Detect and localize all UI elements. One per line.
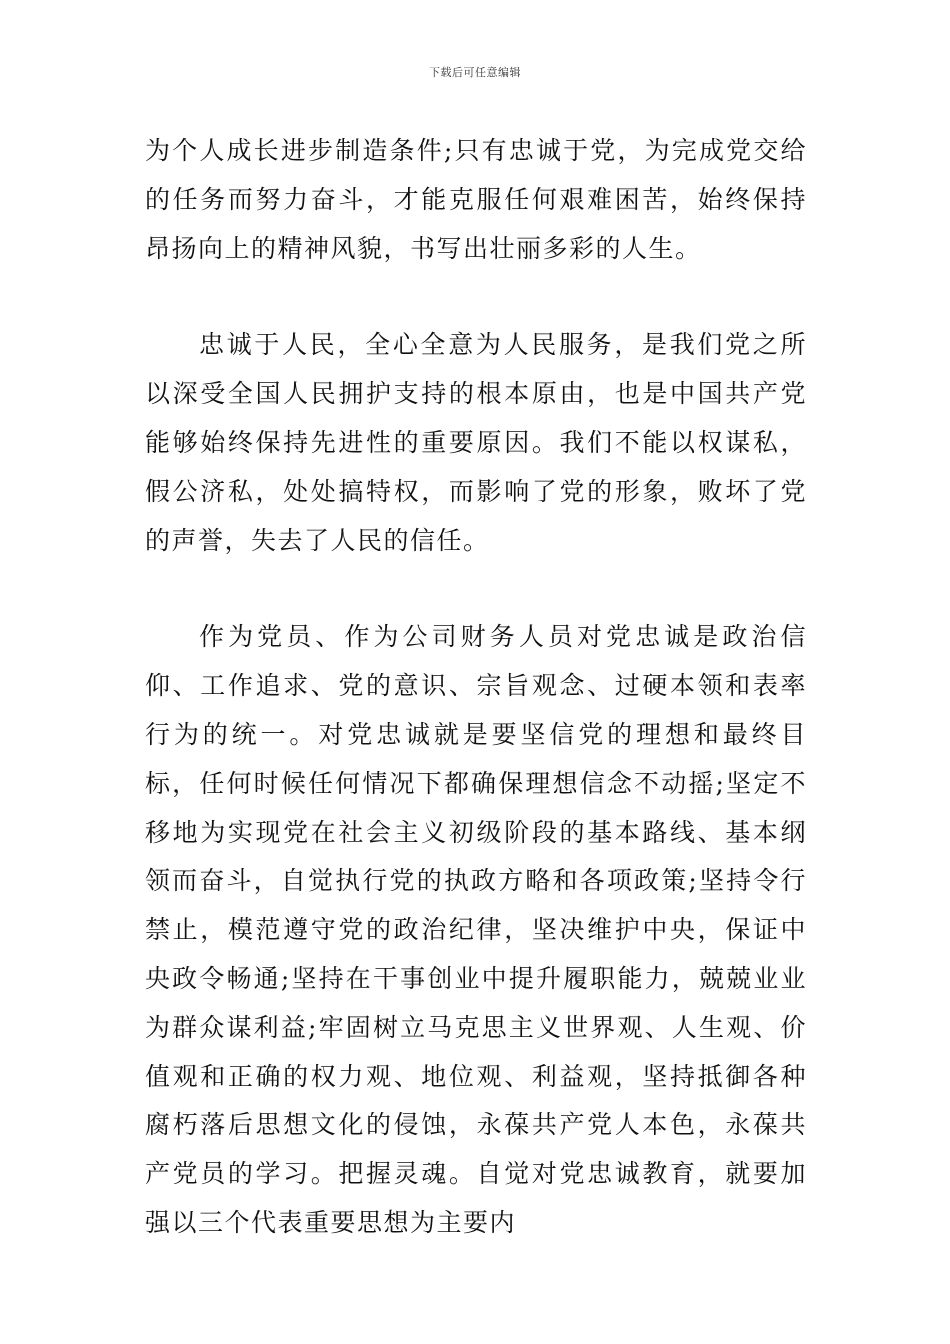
document-body — [145, 127, 807, 1248]
paragraph-spacer — [145, 565, 807, 613]
paragraph-2: 忠诚于人民，全心全意为人民服务，是我们党之所以深受全国人民拥护支持的根本原由，也是中国共产党能够始终保持先进性的重要原因。我们不能以权谋私，假公济私，处处搞特权，而影响了党的形象，败坏了党的声誉，失去了人民的信任。 — [145, 330, 807, 555]
paragraph-spacer — [145, 273, 807, 321]
paragraph-1: 为个人成长进步制造条件;只有忠诚于党，为完成党交给的任务而努力奋斗，才能克服任何艰难困苦，始终保持昂扬向上的精神风貌，书写出壮丽多彩的人生。 — [145, 136, 807, 263]
page-header: 下载后可任意编辑 — [429, 66, 521, 79]
paragraph-3: 作为党员、作为公司财务人员对党忠诚是政治信仰、工作追求、党的意识、宗旨观念、过硬本领和表率行为的统一。对党忠诚就是要坚信党的理想和最终目标，任何时候任何情况下都确保理想信念不动摇;坚定不移地为实现党在社会主义初级阶段的基本路线、基本纲领而奋斗，自觉执行党的执政方略和各项政策;坚持令行禁止，模范遵守党的政治纪律，坚决维护中央，保证中央政令畅通;坚持在干事创业中提升履职能力，兢兢业业为群众谋利益;牢固树立马克思主义世界观、人生观、价值观和正确的权力观、地位观、利益观，坚持抵御各种腐朽落后思想文化的侵蚀，永葆共产党人本色，永葆共产党员的学习。把握灵魂。自觉对党忠诚教育，就要加强以三个代表重要思想为主要内 — [145, 622, 807, 1237]
